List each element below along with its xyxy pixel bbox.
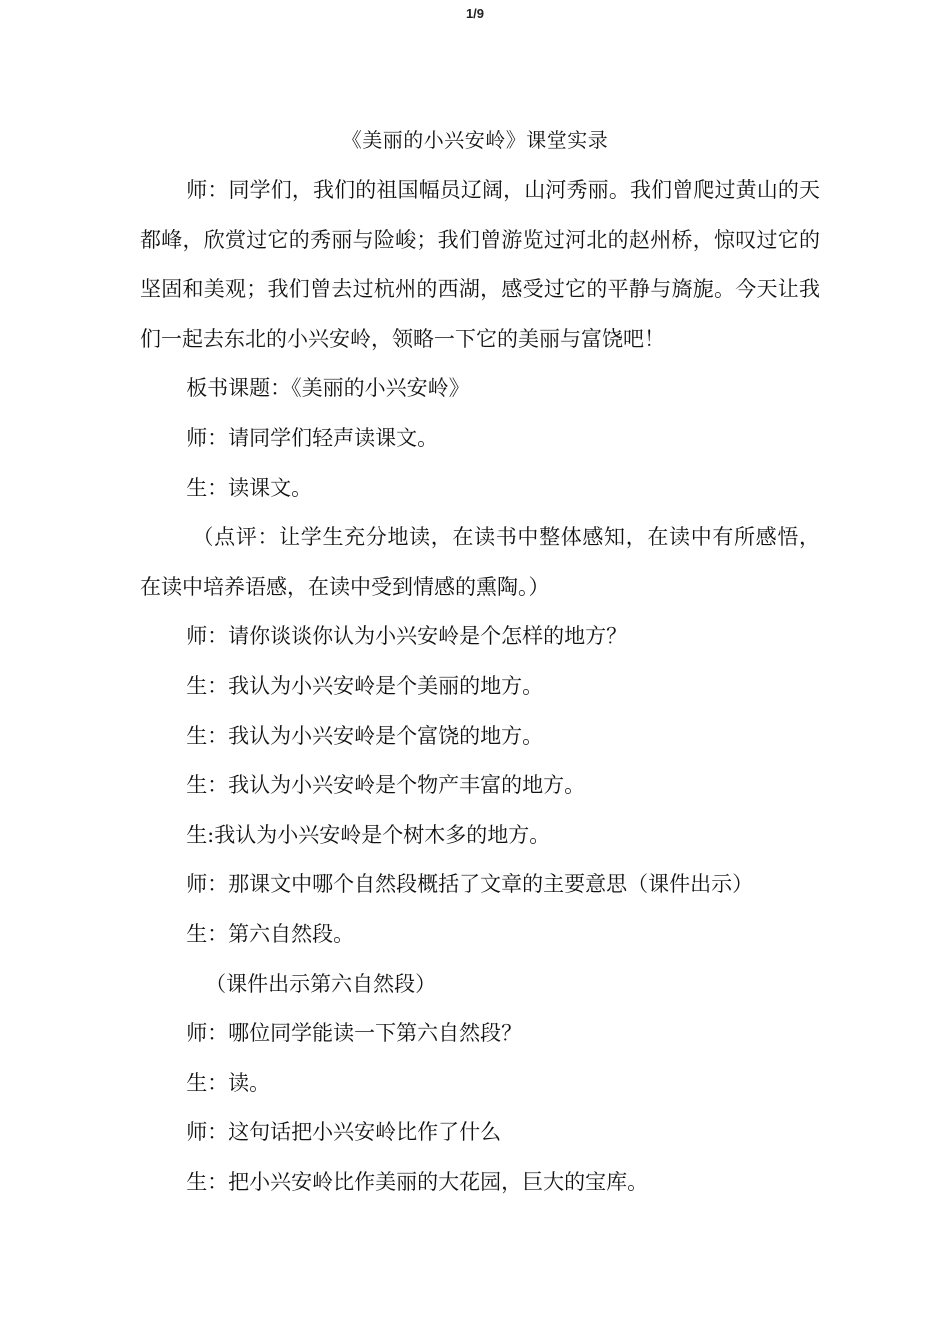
- document-title: 《美丽的小兴安岭》课堂实录: [341, 128, 609, 152]
- paragraph-student-answer-6: 生：把小兴安岭比作美丽的大花园，巨大的宝库。: [186, 1169, 649, 1194]
- paragraph-student-read-2: 生：读。: [186, 1070, 271, 1095]
- paragraph-comment: （点评：让学生充分地读，在读书中整体感知，在读中有所感悟，在读中培养语感，在读中受到情感的熏陶。）: [140, 525, 820, 599]
- paragraph-student-read: 生：读课文。: [186, 475, 313, 500]
- paragraph-student-answer-1: 生：我认为小兴安岭是个美丽的地方。: [186, 673, 544, 698]
- paragraph-student-answer-4: 生:我认为小兴安岭是个树木多的地方。: [186, 822, 551, 847]
- paragraph-teacher-question: 师：请你谈谈你认为小兴安岭是个怎样的地方？: [186, 624, 628, 649]
- document-body: [140, 166, 820, 1207]
- paragraph-student-answer-3: 生：我认为小兴安岭是个物产丰富的地方。: [186, 773, 586, 798]
- paragraph-intro: 师：同学们，我们的祖国幅员辽阔，山河秀丽。我们曾爬过黄山的天都峰，欣赏过它的秀丽与险峻；我们曾游览过河北的赵州桥，惊叹过它的坚固和美观；我们曾去过杭州的西湖，感受过它的平静与旖旎。今天让我们一起去东北的小兴安岭，领略一下它的美丽与富饶吧！: [140, 178, 820, 351]
- page-number: 1/9: [465, 6, 485, 21]
- paragraph-teacher-read: 师：请同学们轻声读课文。: [186, 425, 439, 450]
- paragraph-courseware-note: （课件出示第六自然段）: [205, 971, 437, 996]
- paragraph-student-answer-5: 生：第六自然段。: [186, 921, 355, 946]
- paragraph-teacher-question-4: 师：这句话把小兴安岭比作了什么: [186, 1120, 502, 1145]
- paragraph-student-answer-2: 生：我认为小兴安岭是个富饶的地方。: [186, 723, 544, 748]
- paragraph-teacher-question-3: 师：哪位同学能读一下第六自然段？: [186, 1021, 523, 1046]
- paragraph-board-title: 板书课题：《美丽的小兴安岭》: [186, 376, 470, 401]
- paragraph-teacher-question-2: 师：那课文中哪个自然段概括了文章的主要意思（课件出示）: [186, 872, 754, 897]
